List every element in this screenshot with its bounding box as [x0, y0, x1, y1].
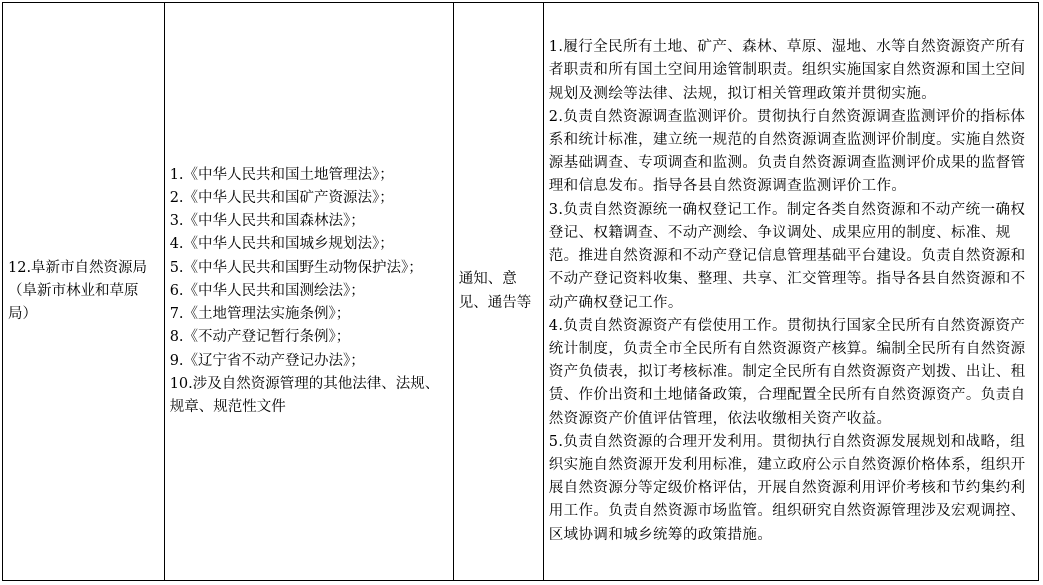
- law-item: 2.《中华人民共和国矿产资源法》；: [169, 190, 394, 207]
- law-item: 10.涉及自然资源管理的其他法律、法规、规章、规范性文件: [169, 375, 440, 415]
- department-cell: [3, 3, 165, 581]
- duty-item: 4.负责自然资源资产有偿使用工作。贯彻执行国家全民所有自然资源资产统计制度，负责全市全民所有自然资源资产核算。编制全民所有自然资源资产负债表，拟订考核标准。制定全民所有自然资源资产划拨、出让、租赁、作价出资和土地储备政策，合理配置全民所有自然资源资产。负责自然资源资产价值评估管理，依法收缴相关资产收益。: [548, 317, 1026, 427]
- law-item: 4.《中华人民共和国城乡规划法》；: [169, 236, 394, 253]
- law-item: 5.《中华人民共和国野生动物保护法》；: [169, 259, 423, 276]
- duty-item: 5.负责自然资源的合理开发利用。贯彻执行自然资源发展规划和战略，组织实施自然资源开发利用标准，建立政府公示自然资源价格体系，组织开展自然资源分等定级价格评估，开展自然资源利用评价考核和节约集约利用工作。负责自然资源市场监管。组织研究自然资源管理涉及宏观调控、区域协调和城乡统筹的政策措施。: [548, 433, 1026, 543]
- department-name: 12.阜新市自然资源局（阜新市林业和草原局）: [8, 259, 148, 323]
- law-item: 3.《中华人民共和国森林法》；: [169, 213, 365, 230]
- table-row: [3, 3, 1039, 581]
- law-item: 6.《中华人民共和国测绘法》；: [169, 282, 365, 299]
- laws-cell: [164, 3, 453, 581]
- document-form: 通知、意见、通告等: [458, 271, 532, 311]
- duty-item: 1.履行全民所有土地、矿产、森林、草原、湿地、水等自然资源资产所有者职责和所有国土空间用途管制职责。组织实施国家自然资源和国土空间规划及测绘等法律、法规，拟订相关管理政策并贯彻实施。: [548, 39, 1026, 102]
- duties-cell: [543, 3, 1038, 581]
- duty-item: 3.负责自然资源统一确权登记工作。制定各类自然资源和不动产统一确权登记、权籍调查、不动产测绘、争议调处、成果应用的制度、标准、规范。推进自然资源和不动产登记信息管理基础平台建设。负责自然资源和不动产登记资料收集、整理、共享、汇交管理等。指导各县自然资源和不动产确权登记工作。: [548, 201, 1026, 311]
- responsibility-table: [2, 2, 1039, 581]
- law-item: 7.《土地管理法实施条例》；: [169, 306, 351, 323]
- duty-item: 2.负责自然资源调查监测评价。贯彻执行自然资源调查监测评价的指标体系和统计标准，建立统一规范的自然资源调查监测评价制度。实施自然资源基础调查、专项调查和监测。负责自然资源调查监测评价成果的监督管理和信息发布。指导各县自然资源调查监测评价工作。: [548, 108, 1026, 195]
- document-form-cell: [453, 3, 543, 581]
- law-item: 8.《不动产登记暂行条例》；: [169, 329, 351, 346]
- law-item: 1.《中华人民共和国土地管理法》；: [169, 166, 394, 183]
- law-item: 9.《辽宁省不动产登记办法》；: [169, 352, 365, 369]
